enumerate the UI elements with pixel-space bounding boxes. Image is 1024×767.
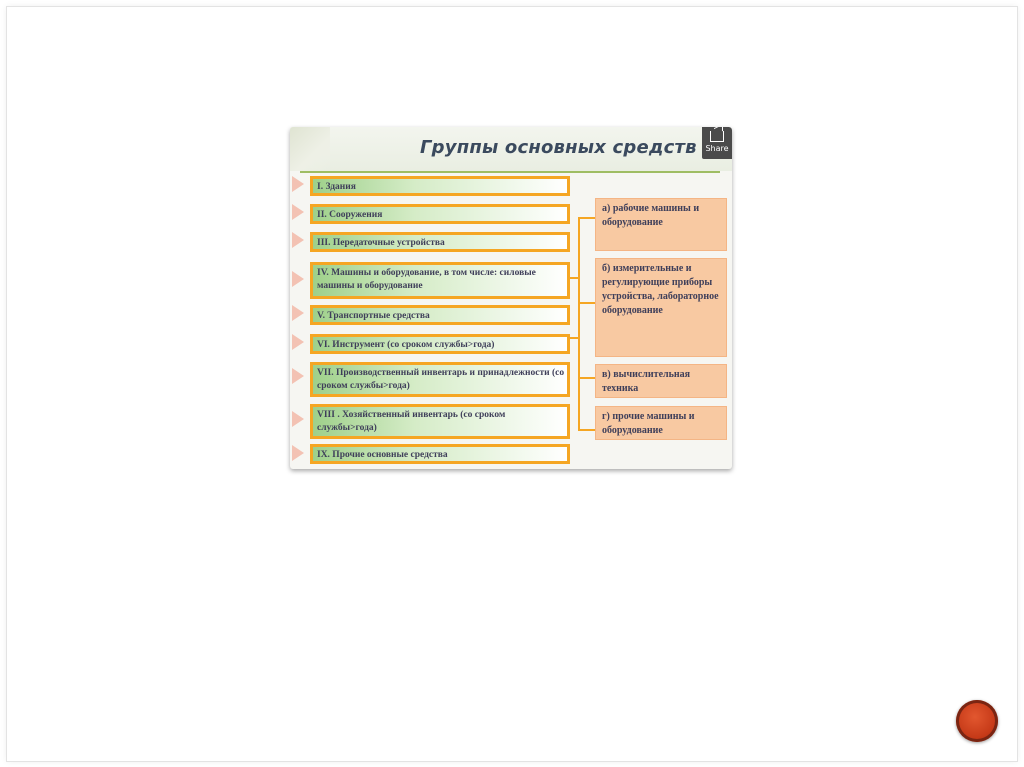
slide-image (290, 127, 732, 469)
group-box-5 (310, 305, 570, 325)
group-box-1 (310, 176, 570, 196)
share-label: Share (705, 144, 729, 153)
group-box-9 (310, 444, 570, 464)
arrow-icon (292, 271, 304, 287)
group-box-4 (310, 262, 570, 299)
arrow-icon (292, 232, 304, 248)
slide-title: Группы основных средств (420, 137, 697, 158)
connector-line (570, 337, 580, 339)
connector-line (578, 302, 595, 304)
subgroup-label: в) вычислительная техника (602, 369, 691, 394)
connector-line (578, 217, 580, 431)
arrow-icon (292, 411, 304, 427)
group-label: I. Здания (317, 182, 356, 192)
group-label: II. Сооружения (317, 210, 383, 220)
group-box-2 (310, 204, 570, 224)
subgroup-label: б) измерительные и регулирующие приборы устройства, лабораторное оборудование (602, 263, 719, 316)
group-label: IX. Прочие основные средства (317, 450, 448, 460)
arrow-icon (292, 445, 304, 461)
group-label: III. Передаточные устройства (317, 238, 445, 248)
connector-line (578, 429, 595, 431)
group-box-6 (310, 334, 570, 354)
group-label: IV. Машины и оборудование, в том числе: силовые машины и оборудование (317, 268, 536, 291)
subgroup-label: г) прочие машины и оборудование (602, 411, 695, 436)
connector-line (578, 377, 595, 379)
group-label: VII. Производственный инвентарь и принадлежности (со сроком службы>года) (317, 368, 565, 391)
arrow-column (290, 175, 306, 465)
arrow-icon (292, 368, 304, 384)
group-box-7 (310, 362, 570, 397)
subgroup-box-a (595, 198, 727, 251)
arrow-icon (292, 176, 304, 192)
arrow-icon (292, 305, 304, 321)
arrow-icon (292, 334, 304, 350)
share-icon (710, 131, 724, 142)
subgroup-box-c (595, 364, 727, 398)
subgroup-label: а) рабочие машины и оборудование (602, 203, 700, 228)
subgroup-box-d (595, 406, 727, 440)
share-button[interactable] (702, 127, 732, 159)
arrow-icon (292, 204, 304, 220)
title-underline (300, 171, 720, 173)
group-label: VI. Инструмент (со сроком службы>года) (317, 340, 495, 350)
group-label: V. Транспортные средства (317, 311, 430, 321)
group-box-8 (310, 404, 570, 439)
group-box-3 (310, 232, 570, 252)
corner-decoration (290, 127, 330, 171)
group-label: VIII . Хозяйственный инвентарь (со сроком службы>года) (317, 410, 506, 433)
subgroup-box-b (595, 258, 727, 357)
connector-line (578, 217, 595, 219)
page-number-badge[interactable] (956, 700, 998, 742)
